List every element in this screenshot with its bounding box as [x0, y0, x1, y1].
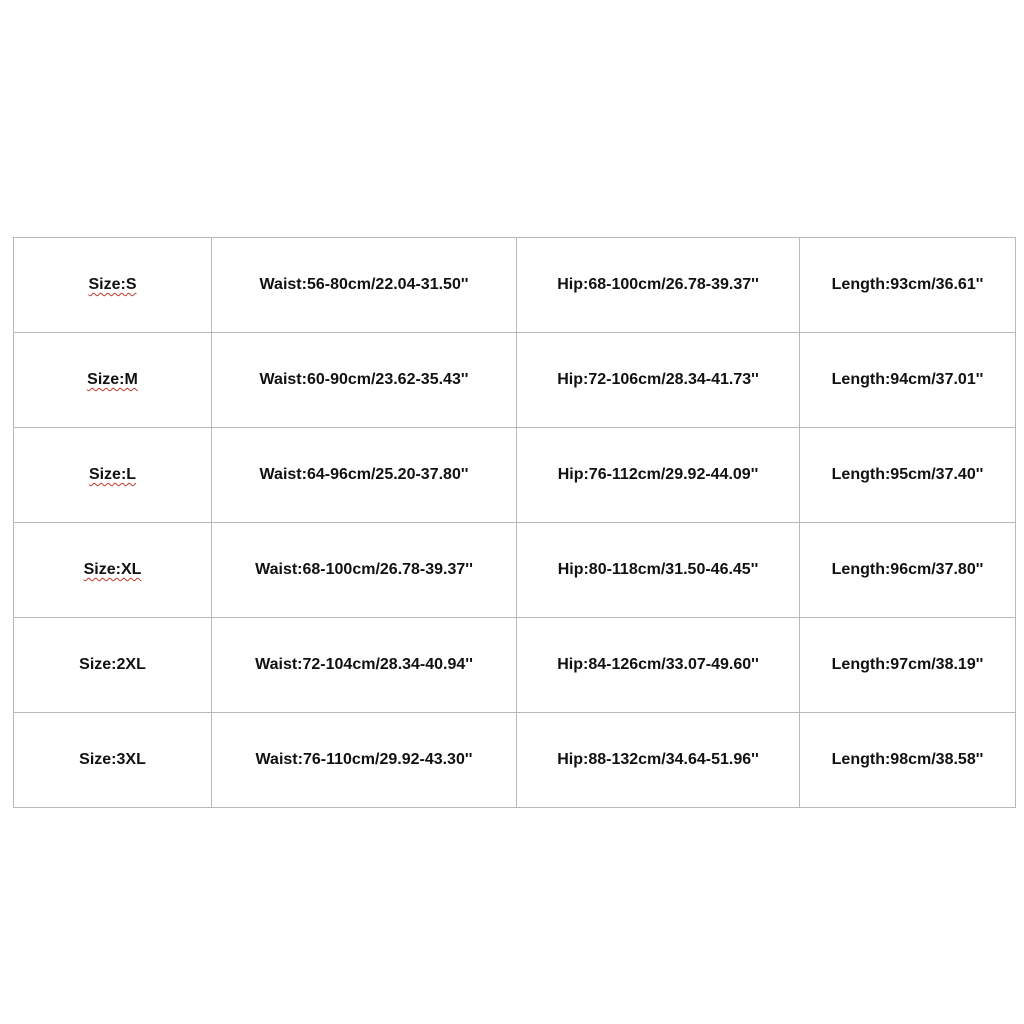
size-row [14, 238, 1016, 333]
hip-cell: Hip:68-100cm/26.78-39.37'' [517, 238, 800, 333]
size-row [14, 523, 1016, 618]
waist-cell: Waist:72-104cm/28.34-40.94'' [212, 618, 517, 713]
waist-cell: Waist:60-90cm/23.62-35.43'' [212, 333, 517, 428]
hip-cell: Hip:80-118cm/31.50-46.45'' [517, 523, 800, 618]
size-label: Size:L [88, 466, 137, 483]
waist-cell: Waist:76-110cm/29.92-43.30'' [212, 713, 517, 808]
hip-cell: Hip:88-132cm/34.64-51.96'' [517, 713, 800, 808]
size-cell [14, 238, 212, 333]
size-label: Size:XL [83, 561, 142, 578]
length-cell: Length:98cm/38.58'' [800, 713, 1016, 808]
size-row [14, 713, 1016, 808]
size-row [14, 618, 1016, 713]
size-cell [14, 618, 212, 713]
size-cell [14, 333, 212, 428]
size-chart-table [13, 237, 1016, 808]
length-cell: Length:94cm/37.01'' [800, 333, 1016, 428]
length-cell: Length:96cm/37.80'' [800, 523, 1016, 618]
size-cell [14, 428, 212, 523]
size-label: Size:S [88, 276, 137, 293]
length-cell: Length:95cm/37.40'' [800, 428, 1016, 523]
length-cell: Length:97cm/38.19'' [800, 618, 1016, 713]
hip-cell: Hip:84-126cm/33.07-49.60'' [517, 618, 800, 713]
waist-cell: Waist:68-100cm/26.78-39.37'' [212, 523, 517, 618]
waist-cell: Waist:56-80cm/22.04-31.50'' [212, 238, 517, 333]
size-row [14, 333, 1016, 428]
length-cell: Length:93cm/36.61'' [800, 238, 1016, 333]
size-label: Size:2XL [79, 656, 146, 673]
hip-cell: Hip:72-106cm/28.34-41.73'' [517, 333, 800, 428]
size-cell [14, 713, 212, 808]
size-label: Size:3XL [79, 751, 146, 768]
hip-cell: Hip:76-112cm/29.92-44.09'' [517, 428, 800, 523]
waist-cell: Waist:64-96cm/25.20-37.80'' [212, 428, 517, 523]
size-cell [14, 523, 212, 618]
size-row [14, 428, 1016, 523]
size-label: Size:M [87, 371, 138, 388]
